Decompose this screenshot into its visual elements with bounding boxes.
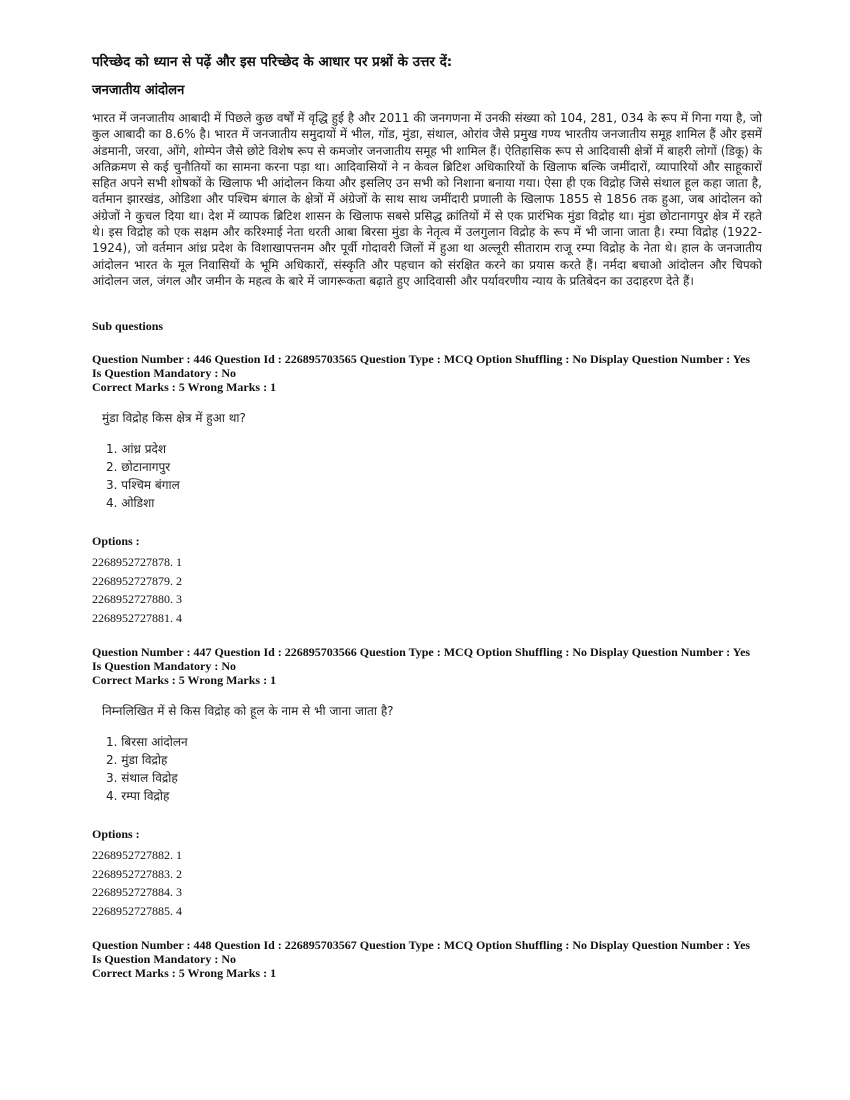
answer-choices <box>106 440 762 512</box>
question-marks: Correct Marks : 5 Wrong Marks : 1 <box>92 380 277 395</box>
choice-item: 4. रम्पा विद्रोह <box>106 789 170 804</box>
choice-item: 2. मुंडा विद्रोह <box>106 753 168 768</box>
question-meta: Question Number : 447 Question Id : 226895703566 Question Type : MCQ Option Shuffling : No Display Question Number : Yes Is Question Mandatory : No <box>92 645 751 674</box>
question-marks: Correct Marks : 5 Wrong Marks : 1 <box>92 966 277 981</box>
sub-questions-label: Sub questions <box>92 319 164 334</box>
question-447 <box>92 645 762 920</box>
question-448 <box>92 938 762 980</box>
option-item: 2268952727885. 4 <box>92 903 182 918</box>
passage-title: जनजातीय आंदोलन <box>92 83 185 98</box>
choice-item: 2. छोटानागपुर <box>106 460 171 475</box>
question-meta: Question Number : 448 Question Id : 226895703567 Question Type : MCQ Option Shuffling : No Display Question Number : Yes Is Question Mandatory : No <box>92 938 751 967</box>
question-text: निम्नलिखित में से किस विद्रोह को हूल के नाम से भी जाना जाता है? <box>102 704 394 719</box>
option-item: 2268952727884. 3 <box>92 885 182 900</box>
choice-item: 1. आंध्र प्रदेश <box>106 442 167 457</box>
option-item: 2268952727879. 2 <box>92 573 182 588</box>
option-item: 2268952727878. 1 <box>92 555 182 570</box>
option-item: 2268952727880. 3 <box>92 592 182 607</box>
choice-item: 1. बिरसा आंदोलन <box>106 735 188 750</box>
choice-item: 3. संथाल विद्रोह <box>106 771 178 786</box>
option-item: 2268952727881. 4 <box>92 610 182 625</box>
option-item: 2268952727883. 2 <box>92 866 182 881</box>
instruction-text: परिच्छेद को ध्यान से पढ़ें और इस परिच्छेद के आधार पर प्रश्नों के उत्तर दें: <box>92 54 453 70</box>
options-label: Options : <box>92 534 140 549</box>
choice-item: 4. ओडिशा <box>106 496 155 511</box>
question-text: मुंडा विद्रोह किस क्षेत्र में हुआ था? <box>102 411 246 426</box>
choice-item: 3. पश्चिम बंगाल <box>106 478 180 493</box>
question-marks: Correct Marks : 5 Wrong Marks : 1 <box>92 673 277 688</box>
passage-body: भारत में जनजातीय आबादी में पिछले कुछ वर्षों में वृद्धि हुई है और 2011 की जनगणना में उनकी संख्या को 104, 281, 034 के रूप में गिना गया है, जो कुल आबादी का 8.6% है। भारत में जनजातीय समुदायों में भील, गोंड, मुंडा, संथाल, ओरांव जैसे प्रमुख गण्य भारतीय जनजातीय समूह शामिल हैं और इसमें अंडमानी, जरवा, ओंगे, शोम्पेन जैसे छोटे विशेष रूप से कमजोर जनजातीय समूह भी शामिल हैं। ऐतिहासिक रूप से आदिवासी क्षेत्रों में बाहरी लोगों (डिकू) के अतिक्रमण से कई चुनौतियों का सामना करना पड़ा था। आदिवासियों ने न केवल ब्रिटिश अधिकारियों के खिलाफ बल्कि जमींदारों, व्यापारियों और साहूकारों सहित अपने सभी शोषकों के खिलाफ भी आंदोलन किया और इसलिए उन सभी को निशाना बनाया गया। ऐसा ही एक विद्रोह जिसे संथाल हूल कहा जाता है, वर्तमान झारखंड, ओडिशा और पश्चिम बंगाल के क्षेत्रों में अंग्रेजों के साथ साथ जमींदारी प्रणाली के खिलाफ 1855 से 1856 तक हुआ, जब आंदोलन को अंग्रेजों ने कुचल दिया था। देश में व्यापक ब्रिटिश शासन के खिलाफ सबसे प्रसिद्ध क्रांतियों में से एक प्रारंभिक मुंडा विद्रोह था। मुंडा छोटानागपुर क्षेत्र में रहते थे। इस विद्रोह को एक सक्षम और करिश्माई नेता धरती आबा बिरसा मुंडा के नेतृत्व में उलगुलान विद्रोह के रूप में भी जाना जाता है। रम्पा विद्रोह (1922-1924), जो वर्तमान आंध्र प्रदेश के विशाखापत्तनम और पूर्वी गोदावरी जिलों में हुआ था अल्लूरी सीताराम राजू रम्पा विद्रोह के नेता थे। हाल के जनजातीय आंदोलन भारत के मूल निवासियों के भूमि अधिकारों, संस्कृति और पहचान को संरक्षित करने का प्रयास करते हैं। नर्मदा बचाओ आंदोलन और चिपको आंदोलन जल, जंगल और जमीन के महत्व के बारे में जागरूकता बढ़ाते हुए आदिवासी और पर्यावरणीय न्याय के प्रतिबेदन का उदाहरण देते हैं। <box>92 111 762 288</box>
answer-choices <box>106 733 762 805</box>
question-meta: Question Number : 446 Question Id : 226895703565 Question Type : MCQ Option Shuffling : No Display Question Number : Yes Is Question Mandatory : No <box>92 352 751 381</box>
document-page <box>92 52 762 998</box>
options-list <box>92 553 762 627</box>
options-label: Options : <box>92 827 140 842</box>
options-list <box>92 846 762 920</box>
question-446 <box>92 352 762 627</box>
option-item: 2268952727882. 1 <box>92 848 182 863</box>
